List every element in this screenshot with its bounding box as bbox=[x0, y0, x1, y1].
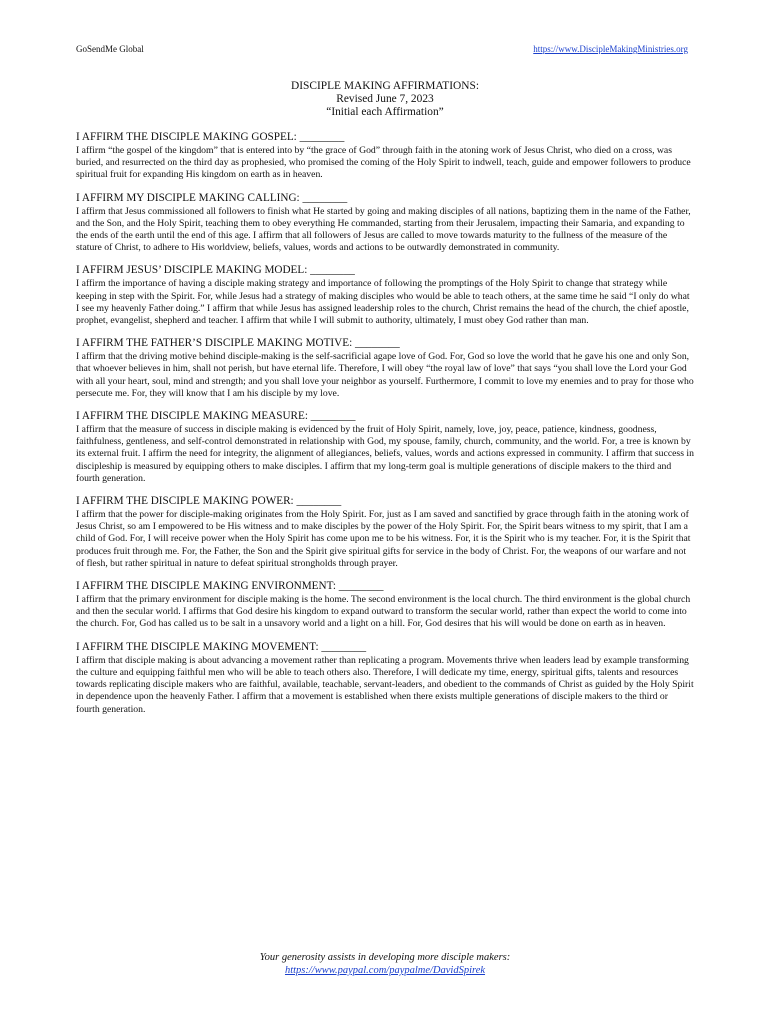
section-heading: I AFFIRM THE DISCIPLE MAKING ENVIRONMENT: ________ bbox=[76, 580, 384, 593]
page-header bbox=[76, 44, 688, 58]
footer-tagline: Your generosity assists in developing more disciple makers: bbox=[259, 952, 511, 963]
section-body: I affirm that the primary environment for disciple making is the home. The second environment is the local church. The third environment is the global church and then the secular world. I affirms that God desire his kingdom to expand outward to transform the secular world, rather than expect the world to come into the church. For, God has called us to be salt in a unsavory world and a light on a hill. For, God desires that his will would be done on earth as in heaven. bbox=[76, 594, 691, 630]
affirmations-list bbox=[76, 130, 694, 725]
section-heading: I AFFIRM THE FATHER’S DISCIPLE MAKING MOTIVE: ________ bbox=[76, 337, 400, 350]
section-body: I affirm that disciple making is about advancing a movement rather than replicating a program. Movements thrive when leaders lead by example transforming the culture and equipping faithful men who will be able to teach others also. Therefore, I will dedicate my time, energy, spiritual gifts, talents and resources towards replicating disciple makers who are faithful, available, teachable, servant-leaders, and obedient to the commands of Christ as guided by the Holy Spirit in dependence upon the heavenly Father. I affirm that a movement is established when there exists multiple generations of disciple makers to the third or fourth generation. bbox=[76, 654, 694, 715]
affirmation-section bbox=[76, 579, 694, 631]
instruction-note: “Initial each Affirmation” bbox=[326, 106, 444, 118]
page-footer bbox=[0, 951, 770, 977]
section-heading: I AFFIRM THE DISCIPLE MAKING MOVEMENT: ________ bbox=[76, 640, 367, 653]
section-body: I affirm that the power for disciple-making originates from the Holy Spirit. For, just as I am saved and sanctified by grace through faith in the atoning work of Jesus Christ, so am I empowered to be His witness and to make disciples by the power of the Holy Spirit. For, the Spirit bears witness to my spirit, that I am a child of God. For, I will receive power when the Holy Spirit has come upon me to be his witness. For, it is the Spirit who is my teacher. For, it is the Spirit that produces fruit through me. For, the Father, the Son and the Spirit give spiritual gifts for service in the body of Christ. For, the weapons of our warfare and not of flesh, but rather spiritual in nature to defeat spiritual strongholds through prayer. bbox=[76, 509, 691, 569]
section-body: I affirm that the driving motive behind disciple-making is the self-sacrificial agape love of God. For, God so love the world that he gave his one and only Son, that whoever believes in him, shall not perish, but have eternal life. Therefore, I will obey “the royal law of love” that says “you shall love the Lord your God with all your heart, soul, mind and strength; and you shall love your neighbor as yourself. Furthermore, I commit to love my enemies and to pray for those who persecute me. For, they will know that I am his disciple by my love. bbox=[76, 351, 694, 399]
section-heading: I AFFIRM MY DISCIPLE MAKING CALLING: ________ bbox=[76, 191, 348, 204]
affirmation-section bbox=[76, 130, 694, 182]
section-heading: I AFFIRM JESUS’ DISCIPLE MAKING MODEL: ________ bbox=[76, 264, 355, 277]
affirmation-section bbox=[76, 191, 694, 255]
section-heading: I AFFIRM THE DISCIPLE MAKING POWER: ________ bbox=[76, 495, 342, 508]
section-body: I affirm the importance of having a disciple making strategy and importance of following the promptings of the Holy Spirit to change that strategy while keeping in step with the Spirit. For, while Jesus had a strategy of making disciples who would be able to teach others, at the same time he said “I only do what I see my heavenly Father doing.” I affirm that while Jesus has assigned leadership roles to the church, Christ remains the head of the church, the chief apostle, prophet, evangelist, shepherd and teacher. I affirm that while I will submit to authority, ultimately, I must obey God rather than man. bbox=[76, 278, 690, 327]
revision-date: Revised June 7, 2023 bbox=[336, 93, 434, 105]
document-title-block bbox=[0, 80, 770, 119]
org-name: GoSendMe Global bbox=[76, 44, 144, 54]
affirmation-section bbox=[76, 336, 694, 400]
document-title: DISCIPLE MAKING AFFIRMATIONS: bbox=[291, 80, 479, 92]
section-body: I affirm that the measure of success in disciple making is evidenced by the fruit of Holy Spirit, namely, love, joy, peace, patience, kindness, goodness, faithfulness, gentleness, and self-control demonstrated in relationship with God, my spouse, family, church, community, and the world. For, a tree is known by its external fruit. I affirm the need for integrity, the alignment of allegiances, beliefs, values, words and actions expressed in community. I affirm that success in discipleship is measured by equipping others to make disciples. I affirm that my long-term goal is multiple generations of disciple makers to the third and fourth generation. bbox=[76, 424, 694, 484]
section-heading: I AFFIRM THE DISCIPLE MAKING GOSPEL: ________ bbox=[76, 131, 345, 143]
section-body: I affirm “the gospel of the kingdom” that is entered into by “the grace of God” through faith in the atoning work of Jesus Christ, who died on a cross, was buried, and resurrected on the third day as prophesied, who promised the coming of the Holy Spirit to indwell, teach, guide and empower followers to produce spiritual fruit for expanding His kingdom on earth as in heaven. bbox=[76, 145, 691, 181]
affirmation-section bbox=[76, 640, 694, 716]
website-link[interactable]: https://www.DiscipleMakingMinistries.org bbox=[533, 44, 688, 54]
section-body: I affirm that Jesus commissioned all followers to finish what He started by going and making disciples of all nations, baptizing them in the name of the Father, and the Son, and the Holy Spirit, teaching them to obey everything He commanded, starting from their Jerusalem, impacting their Samaria, and expanding to the ends of the earth until the end of this age. I affirm that all followers of Jesus are called to move towards maturity to the fullness of the measure of the stature of Christ, to adhere to His worldview, beliefs, values, words and actions to be outwardly demonstrated in community. bbox=[76, 205, 691, 254]
section-heading: I AFFIRM THE DISCIPLE MAKING MEASURE: ________ bbox=[76, 410, 356, 423]
affirmation-section bbox=[76, 494, 694, 570]
affirmation-section bbox=[76, 263, 694, 327]
affirmation-section bbox=[76, 409, 694, 485]
donation-link[interactable]: https://www.paypal.com/paypalme/DavidSpirek bbox=[284, 965, 486, 976]
